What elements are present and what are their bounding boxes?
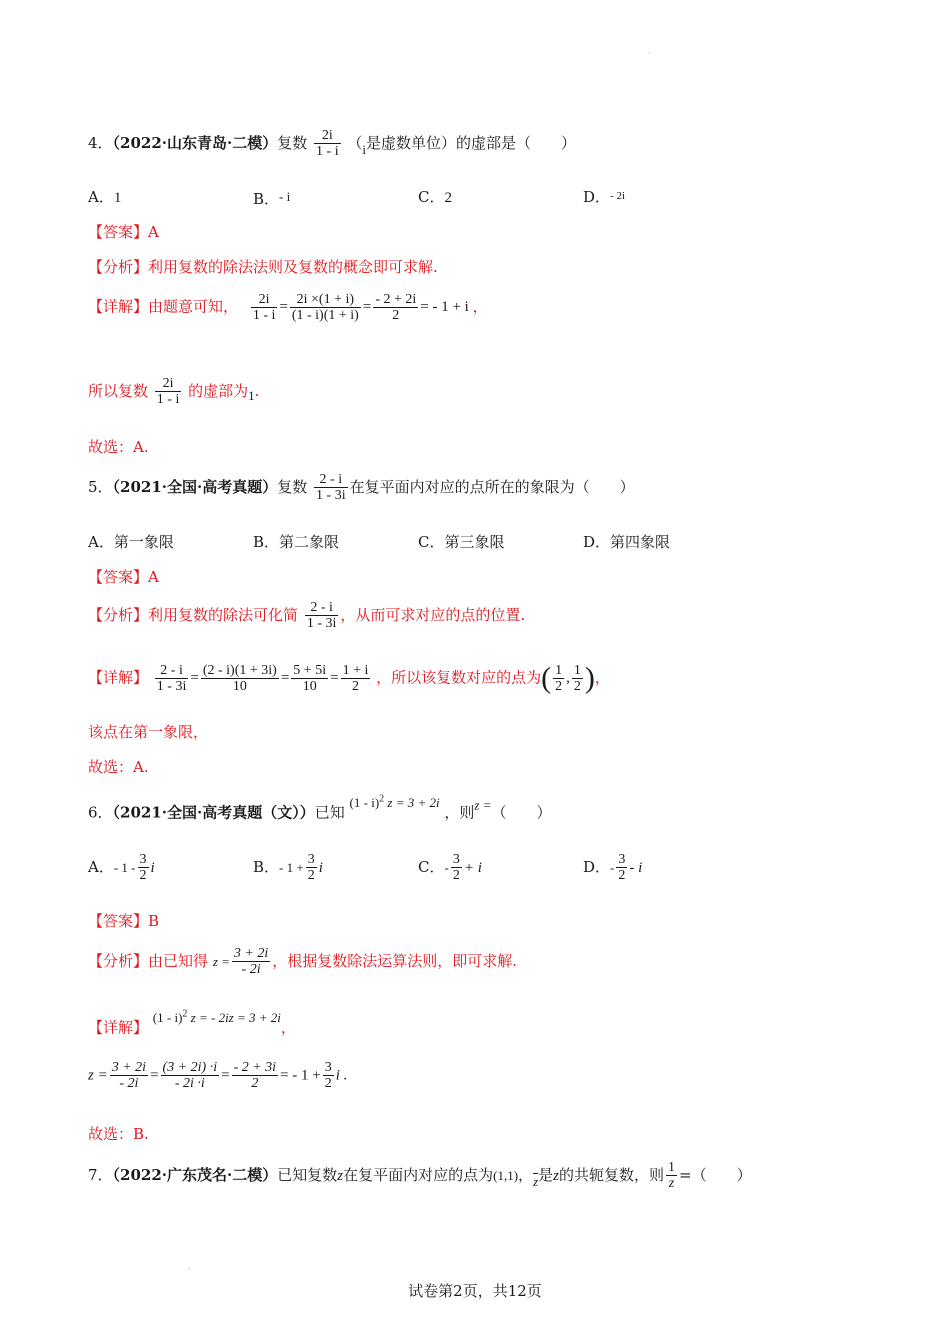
corner-dot: . [648,46,651,55]
question-5-detail: 【详解】 $\frac{2 - i}{1 - 3i}$ = $\frac{(2 - i)(1 + 3i)}{10}$ = $\frac{5 + 5i}{10}$ = $\frac{1 + i}{2}$ ，所以该复数对应的点为( $\frac{1}{2}$ , $\frac{1}{2}$ )， [88,661,610,695]
question-6-stem: 6．（2021·全国·高考真题（文））已知 (1 - i)$^2$ z = 3 + 2i ，则z =（ ） [88,794,552,822]
bottom-dot: . [188,1262,191,1271]
question-4-conclusion: 所以复数 $\frac{2i}{1 - i}$ 的虚部为1. [88,376,260,408]
question-4-analysis: 【分析】利用复数的除法法则及复数的概念即可求解. [88,258,438,276]
question-4-answer: 【答案】A [88,223,159,241]
page-footer: 试卷第2页，共12页 [408,1282,542,1300]
question-4-stem: 4．（2022·山东青岛·二模）复数 $\frac{2i}{1 - i}$ （i是虚数单位）的虚部是（ ） [88,128,577,160]
question-5-line2: 该点在第一象限， [88,723,209,741]
question-4-detail: 【详解】由题意可知， $\frac{2i}{1 - i}$ = $\frac{2i \times(1 + i)}{(1 - i)(1 + i)}$ = $\frac{- 2 + 2i}{2}$ = - 1 + i ， [88,292,488,324]
question-6-choose: 故选：B. [88,1125,149,1143]
question-5-stem: 5．（2021·全国·高考真题）复数 $\frac{2 - i}{1 - 3i}$ 在复平面内对应的点所在的象限为（ ） [88,472,635,504]
question-5-choose: 故选：A. [88,758,149,776]
question-6-derivation: z = $\frac{3 + 2i}{- 2i}$ = $\frac{(3 + 2i) \cdot i}{- 2i \cdot i}$ = $\frac{- 2 + 3i}{2}$ = - 1 + $\frac{3}{2}$ i . [88,1060,348,1092]
question-7-stem: 7．（2022·广东茂名·二模）已知复数z在复平面内对应的点为(1,1)，$\overline{z}$是z的共轭复数，则 $\frac{1}{z}$ =（ ） [88,1160,752,1192]
question-6-answer: 【答案】B [88,912,160,930]
question-4-choose: 故选：A. [88,438,149,456]
question-6-detail: 【详解】 (1 - i)$^2$ z = - 2iz = 3 + 2i， [88,1009,296,1037]
question-5-answer: 【答案】A [88,568,159,586]
question-5-analysis: 【分析】利用复数的除法可化简 $\frac{2 - i}{1 - 3i}$ ，从而可求对应的点的位置. [88,600,526,632]
question-6-analysis: 【分析】由已知得 z = $\frac{3 + 2i}{- 2i}$ ，根据复数除法运算法则，即可求解. [88,946,518,978]
